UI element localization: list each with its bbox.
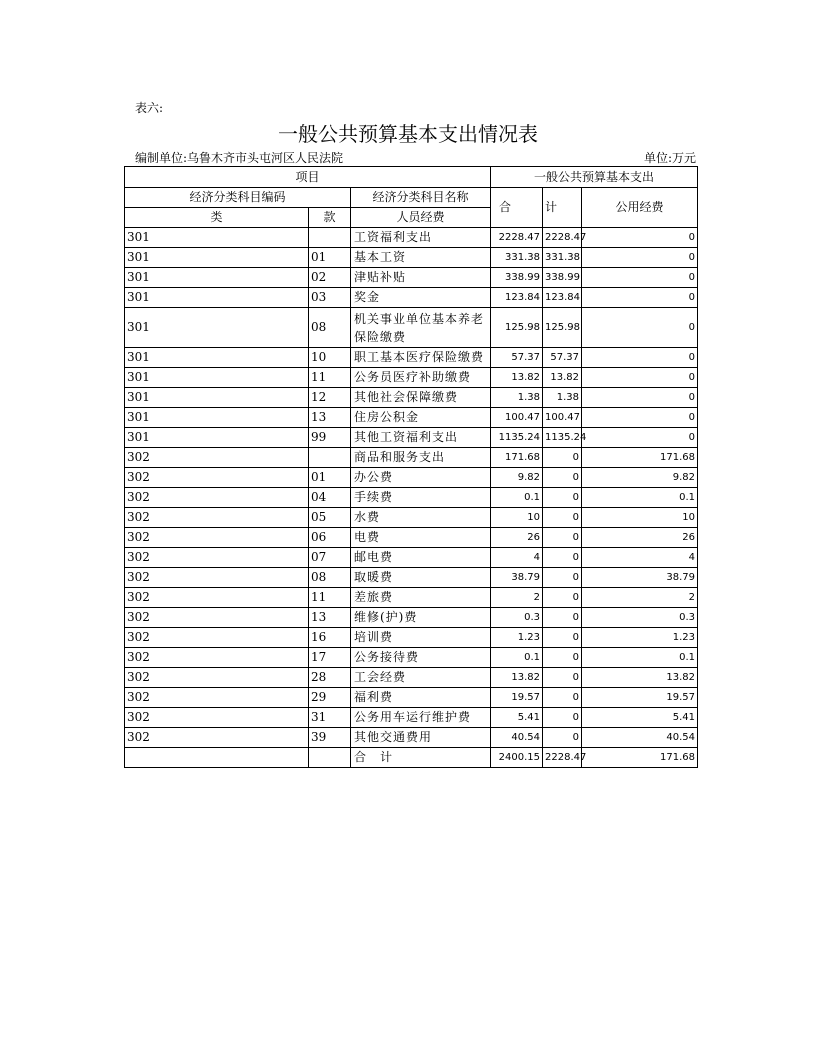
currency-unit: 单位:万元 <box>643 151 696 165</box>
table-row <box>125 548 698 568</box>
public-cell: 1.23 <box>582 628 698 648</box>
sect-cell <box>309 448 351 468</box>
public-cell: 19.57 <box>582 688 698 708</box>
table-row <box>125 488 698 508</box>
cat-cell: 301 <box>125 228 309 248</box>
table-row <box>125 628 698 648</box>
total-cell: 38.79 <box>491 568 543 588</box>
public-cell: 40.54 <box>582 728 698 748</box>
name-cell: 办公费 <box>351 468 491 488</box>
sect-cell: 05 <box>309 508 351 528</box>
staff-cell: 0 <box>543 448 582 468</box>
staff-cell: 1.38 <box>543 388 582 408</box>
total-cat-cell <box>125 748 309 768</box>
name-cell: 福利费 <box>351 688 491 708</box>
header-sect: 款 <box>309 208 351 228</box>
public-cell: 10 <box>582 508 698 528</box>
name-cell: 商品和服务支出 <box>351 448 491 468</box>
public-cell: 0 <box>582 268 698 288</box>
sect-cell: 99 <box>309 428 351 448</box>
total-cell: 125.98 <box>491 308 543 348</box>
sect-cell: 29 <box>309 688 351 708</box>
sect-cell: 17 <box>309 648 351 668</box>
public-cell: 0 <box>582 288 698 308</box>
sect-cell: 13 <box>309 608 351 628</box>
total-cell: 10 <box>491 508 543 528</box>
header-item: 项目 <box>125 167 491 188</box>
total-cell: 13.82 <box>491 368 543 388</box>
total-cell: 40.54 <box>491 728 543 748</box>
sect-cell: 13 <box>309 408 351 428</box>
public-cell: 38.79 <box>582 568 698 588</box>
name-cell: 公务用车运行维护费 <box>351 708 491 728</box>
table-row <box>125 728 698 748</box>
sect-cell: 07 <box>309 548 351 568</box>
sect-cell: 16 <box>309 628 351 648</box>
header-total-a: 合 <box>491 188 543 228</box>
staff-cell: 13.82 <box>543 368 582 388</box>
staff-cell: 0 <box>543 648 582 668</box>
public-cell: 0.3 <box>582 608 698 628</box>
public-cell: 26 <box>582 528 698 548</box>
name-cell: 水费 <box>351 508 491 528</box>
public-cell: 0 <box>582 348 698 368</box>
public-cell: 9.82 <box>582 468 698 488</box>
table-row <box>125 508 698 528</box>
staff-cell: 0 <box>543 708 582 728</box>
total-cell: 2228.47 <box>491 228 543 248</box>
cat-cell: 302 <box>125 588 309 608</box>
sect-cell: 01 <box>309 468 351 488</box>
name-cell: 公务员医疗补助缴费 <box>351 368 491 388</box>
total-cell: 331.38 <box>491 248 543 268</box>
total-cell: 13.82 <box>491 668 543 688</box>
public-cell: 2 <box>582 588 698 608</box>
name-cell: 电费 <box>351 528 491 548</box>
grand-total-cell: 2400.15 <box>491 748 543 768</box>
total-cell: 100.47 <box>491 408 543 428</box>
total-cell: 26 <box>491 528 543 548</box>
cat-cell: 301 <box>125 248 309 268</box>
cat-cell: 301 <box>125 368 309 388</box>
sect-cell: 39 <box>309 728 351 748</box>
sect-cell: 01 <box>309 248 351 268</box>
public-cell: 0 <box>582 388 698 408</box>
table-row <box>125 468 698 488</box>
table-row <box>125 268 698 288</box>
grand-public-cell: 171.68 <box>582 748 698 768</box>
public-cell: 171.68 <box>582 448 698 468</box>
public-cell: 0 <box>582 308 698 348</box>
sect-cell: 11 <box>309 588 351 608</box>
table-row <box>125 688 698 708</box>
public-cell: 5.41 <box>582 708 698 728</box>
compiling-unit: 编制单位:乌鲁木齐市头屯河区人民法院 <box>135 151 344 165</box>
name-cell: 住房公积金 <box>351 408 491 428</box>
sect-cell: 31 <box>309 708 351 728</box>
staff-cell: 1135.24 <box>543 428 582 448</box>
name-cell: 津贴补贴 <box>351 268 491 288</box>
name-cell: 工会经费 <box>351 668 491 688</box>
name-cell: 差旅费 <box>351 588 491 608</box>
table-row <box>125 708 698 728</box>
staff-cell: 0 <box>543 588 582 608</box>
staff-cell: 125.98 <box>543 308 582 348</box>
sect-cell: 02 <box>309 268 351 288</box>
table-row <box>125 368 698 388</box>
table-row <box>125 408 698 428</box>
cat-cell: 302 <box>125 628 309 648</box>
cat-cell: 302 <box>125 488 309 508</box>
total-cell: 123.84 <box>491 288 543 308</box>
total-cell: 2 <box>491 588 543 608</box>
cat-cell: 301 <box>125 408 309 428</box>
cat-cell: 301 <box>125 268 309 288</box>
cat-cell: 302 <box>125 448 309 468</box>
cat-cell: 302 <box>125 668 309 688</box>
sect-cell: 08 <box>309 308 351 348</box>
cat-cell: 302 <box>125 728 309 748</box>
total-cell: 57.37 <box>491 348 543 368</box>
cat-cell: 302 <box>125 568 309 588</box>
name-cell: 工资福利支出 <box>351 228 491 248</box>
sect-cell: 28 <box>309 668 351 688</box>
sect-cell: 03 <box>309 288 351 308</box>
cat-cell: 301 <box>125 288 309 308</box>
public-cell: 13.82 <box>582 668 698 688</box>
cat-cell: 302 <box>125 548 309 568</box>
sect-cell: 10 <box>309 348 351 368</box>
total-cell: 1.38 <box>491 388 543 408</box>
name-cell: 其他社会保障缴费 <box>351 388 491 408</box>
cat-cell: 301 <box>125 388 309 408</box>
total-cell: 4 <box>491 548 543 568</box>
total-cell: 0.3 <box>491 608 543 628</box>
header-cat: 类 <box>125 208 309 228</box>
public-cell: 0 <box>582 428 698 448</box>
name-cell: 其他交通费用 <box>351 728 491 748</box>
cat-cell: 302 <box>125 508 309 528</box>
public-cell: 0 <box>582 228 698 248</box>
sect-cell: 04 <box>309 488 351 508</box>
sect-cell: 06 <box>309 528 351 548</box>
name-cell: 维修(护)费 <box>351 608 491 628</box>
public-cell: 0 <box>582 248 698 268</box>
staff-cell: 0 <box>543 728 582 748</box>
staff-cell: 100.47 <box>543 408 582 428</box>
grand-staff-cell: 2228.47 <box>543 748 582 768</box>
table-row <box>125 348 698 368</box>
total-cell: 171.68 <box>491 448 543 468</box>
public-cell: 0.1 <box>582 488 698 508</box>
total-cell: 9.82 <box>491 468 543 488</box>
header-public: 公用经费 <box>582 188 698 228</box>
total-cell: 19.57 <box>491 688 543 708</box>
staff-cell: 0 <box>543 488 582 508</box>
sect-cell: 08 <box>309 568 351 588</box>
staff-cell: 0 <box>543 668 582 688</box>
table-row <box>125 608 698 628</box>
public-cell: 0 <box>582 408 698 428</box>
header-code: 经济分类科目编码 <box>125 188 351 208</box>
table-row <box>125 388 698 408</box>
name-cell: 奖金 <box>351 288 491 308</box>
staff-cell: 331.38 <box>543 248 582 268</box>
cat-cell: 302 <box>125 648 309 668</box>
staff-cell: 0 <box>543 508 582 528</box>
total-row <box>125 748 698 768</box>
table-row <box>125 228 698 248</box>
budget-table <box>124 166 698 768</box>
total-cell: 1135.24 <box>491 428 543 448</box>
name-cell: 公务接待费 <box>351 648 491 668</box>
staff-cell: 0 <box>543 528 582 548</box>
total-sect-cell <box>309 748 351 768</box>
table-row <box>125 648 698 668</box>
name-cell: 手续费 <box>351 488 491 508</box>
total-cell: 0.1 <box>491 488 543 508</box>
total-cell: 1.23 <box>491 628 543 648</box>
staff-cell: 0 <box>543 568 582 588</box>
header-staff: 人员经费 <box>351 208 491 228</box>
header-budget: 一般公共预算基本支出 <box>491 167 698 188</box>
public-cell: 0.1 <box>582 648 698 668</box>
table-row <box>125 568 698 588</box>
table-row <box>125 668 698 688</box>
name-cell: 机关事业单位基本养老保险缴费 <box>351 308 491 348</box>
cat-cell: 302 <box>125 708 309 728</box>
table-label: 表六: <box>135 101 164 115</box>
cat-cell: 301 <box>125 348 309 368</box>
table-row <box>125 428 698 448</box>
total-cell: 338.99 <box>491 268 543 288</box>
public-cell: 4 <box>582 548 698 568</box>
staff-cell: 0 <box>543 468 582 488</box>
table-row <box>125 308 698 348</box>
cat-cell: 302 <box>125 688 309 708</box>
table-row <box>125 588 698 608</box>
sect-cell <box>309 228 351 248</box>
name-cell: 邮电费 <box>351 548 491 568</box>
header-total-b: 计 <box>543 188 582 228</box>
page-title: 一般公共预算基本支出情况表 <box>278 122 538 146</box>
cat-cell: 302 <box>125 528 309 548</box>
name-cell: 其他工资福利支出 <box>351 428 491 448</box>
cat-cell: 302 <box>125 608 309 628</box>
staff-cell: 2228.47 <box>543 228 582 248</box>
staff-cell: 0 <box>543 688 582 708</box>
public-cell: 0 <box>582 368 698 388</box>
name-cell: 取暖费 <box>351 568 491 588</box>
table-row <box>125 288 698 308</box>
table-row <box>125 248 698 268</box>
name-cell: 职工基本医疗保险缴费 <box>351 348 491 368</box>
staff-cell: 338.99 <box>543 268 582 288</box>
table-row <box>125 528 698 548</box>
total-name-cell: 合 计 <box>351 748 491 768</box>
name-cell: 培训费 <box>351 628 491 648</box>
total-cell: 0.1 <box>491 648 543 668</box>
table-row <box>125 448 698 468</box>
cat-cell: 301 <box>125 428 309 448</box>
sect-cell: 11 <box>309 368 351 388</box>
cat-cell: 301 <box>125 308 309 348</box>
staff-cell: 123.84 <box>543 288 582 308</box>
staff-cell: 0 <box>543 608 582 628</box>
total-cell: 5.41 <box>491 708 543 728</box>
cat-cell: 302 <box>125 468 309 488</box>
staff-cell: 0 <box>543 548 582 568</box>
staff-cell: 57.37 <box>543 348 582 368</box>
header-name: 经济分类科目名称 <box>351 188 491 208</box>
staff-cell: 0 <box>543 628 582 648</box>
name-cell: 基本工资 <box>351 248 491 268</box>
sect-cell: 12 <box>309 388 351 408</box>
